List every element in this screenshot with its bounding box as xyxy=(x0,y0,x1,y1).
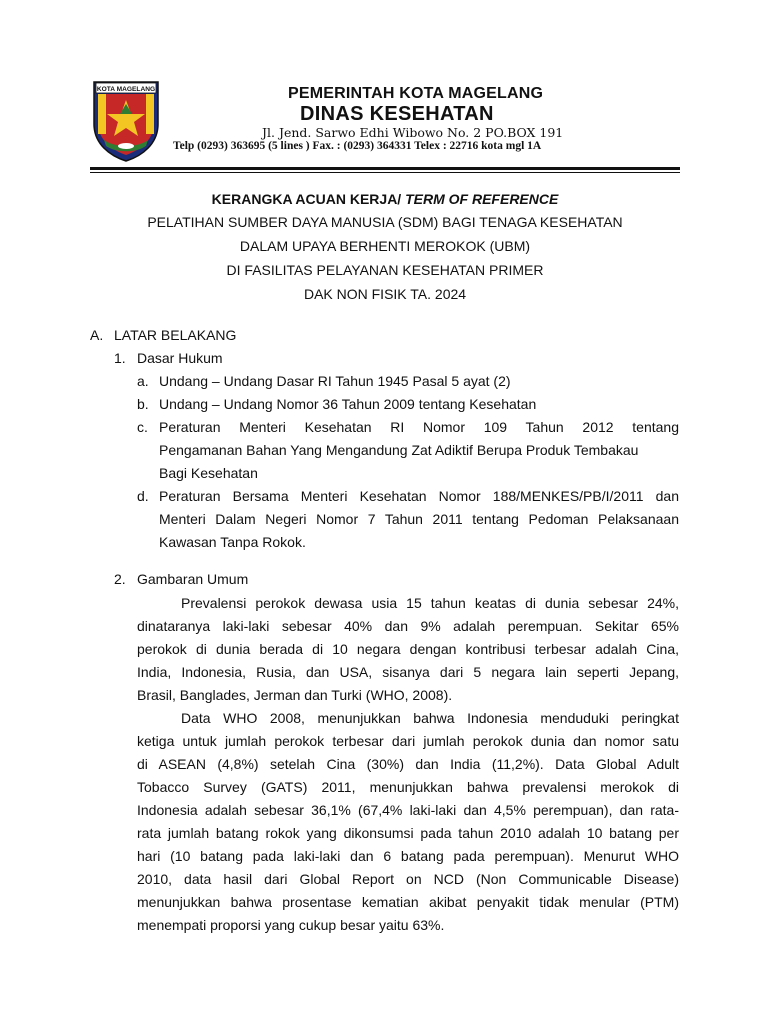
paragraph-line: Brasil, Banglades, Jerman dan Turki (WHO, 2008). xyxy=(137,687,453,703)
paragraph-line: perokok di dunia berada di 10 negara dengan kontribusi terbesar adalah Cina, xyxy=(137,641,679,657)
paragraph-line: India, Indonesia, Rusia, dan USA, sisanya dari 5 negara lain seperti Jepang, xyxy=(137,664,679,680)
department-name: DINAS KESEHATAN xyxy=(300,103,494,125)
list-item-text: Bagi Kesehatan xyxy=(159,465,258,481)
list-item-marker: c. xyxy=(137,419,148,435)
letterhead-divider-thin xyxy=(90,172,680,173)
paragraph-line: di ASEAN (4,8%) setelah Cina (30%) dan India (11,2%). Data Global Adult xyxy=(137,756,679,772)
subtitle-line: DAK NON FISIK TA. 2024 xyxy=(303,286,467,302)
subsection-heading: Gambaran Umum xyxy=(137,571,249,587)
list-item-marker: d. xyxy=(137,488,149,504)
list-item-text: Peraturan Menteri Kesehatan RI Nomor 109 Tahun 2012 tentang xyxy=(159,419,679,435)
subtitle-line: DALAM UPAYA BERHENTI MEROKOK (UBM) xyxy=(239,238,531,254)
office-address: Jl. Jend. Sarwo Edhi Wibowo No. 2 PO.BOX 191 xyxy=(262,125,564,140)
list-item-text: Peraturan Bersama Menteri Kesehatan Nomor 188/MENKES/PB/I/2011 dan xyxy=(159,488,679,504)
paragraph-line: ketiga untuk jumlah perokok terbesar dari jumlah perokok dunia dan nomor satu xyxy=(137,733,679,749)
subtitle-line: PELATIHAN SUMBER DAYA MANUSIA (SDM) BAGI TENAGA KESEHATAN xyxy=(147,214,623,230)
paragraph-line: Prevalensi perokok dewasa usia 15 tahun keatas di dunia sebesar 24%, xyxy=(181,595,679,611)
logo-banner-text: KOTA MAGELANG xyxy=(96,85,156,93)
paragraph-line: Data WHO 2008, menunjukkan bahwa Indonesia menduduki peringkat xyxy=(181,710,679,726)
list-item-marker: b. xyxy=(137,396,149,412)
organization-name: PEMERINTAH KOTA MAGELANG xyxy=(288,85,544,102)
paragraph-line: menunjukkan bahwa prosentase kematian akibat penyakit tidak menular (PTM) xyxy=(137,894,679,910)
kota-magelang-emblem-icon xyxy=(90,78,162,162)
subtitle-line: DI FASILITAS PELAYANAN KESEHATAN PRIMER xyxy=(226,262,544,278)
subsection-marker: 1. xyxy=(114,350,126,366)
list-item-marker: a. xyxy=(137,373,149,389)
document-title xyxy=(90,191,680,207)
paragraph-line: menempati proporsi yang cukup besar yaitu 63%. xyxy=(137,917,445,933)
subsection-heading: Dasar Hukum xyxy=(137,350,223,366)
document-title-prefix: KERANGKA ACUAN KERJA/ xyxy=(211,191,406,207)
contact-info: Telp (0293) 363695 (5 lines ) Fax. : (0293) 364331 Telex : 22716 kota mgl 1A xyxy=(173,140,542,152)
list-item-text: Pengamanan Bahan Yang Mengandung Zat Adiktif Berupa Produk Tembakau xyxy=(159,442,639,458)
paragraph-line: 2010, data hasil dari Global Report on NCD (Non Communicable Disease) xyxy=(137,871,679,887)
paragraph-line: rata jumlah batang rokok yang dikonsumsi pada tahun 2010 adalah 10 batang per xyxy=(137,825,679,841)
subsection-marker: 2. xyxy=(114,571,126,587)
document-title-italic: TERM OF REFERENCE xyxy=(405,191,559,207)
list-item-text: Menteri Dalam Negeri Nomor 7 Tahun 2011 tentang Pedoman Pelaksanaan xyxy=(159,511,679,527)
section-marker: A. xyxy=(90,327,104,343)
paragraph-line: hari (10 batang pada laki-laki dan 6 batang pada perempuan). Menurut WHO xyxy=(137,848,679,864)
paragraph-line: Tobacco Survey (GATS) 2011, menunjukkan bahwa prevalensi merokok di xyxy=(137,779,679,795)
list-item-text: Kawasan Tanpa Rokok. xyxy=(159,534,306,550)
list-item-text: Undang – Undang Nomor 36 Tahun 2009 tentang Kesehatan xyxy=(159,396,537,412)
list-item-text: Undang – Undang Dasar RI Tahun 1945 Pasal 5 ayat (2) xyxy=(159,373,511,389)
section-heading: LATAR BELAKANG xyxy=(114,327,237,343)
paragraph-line: Indonesia adalah sebesar 36,1% (67,4% laki-laki dan 4,5% perempuan), dan rata- xyxy=(137,802,679,818)
paragraph-line: dinataranya laki-laki sebesar 40% dan 9% adalah perempuan. Sekitar 65% xyxy=(137,618,679,634)
letterhead-divider-thick xyxy=(90,167,680,170)
